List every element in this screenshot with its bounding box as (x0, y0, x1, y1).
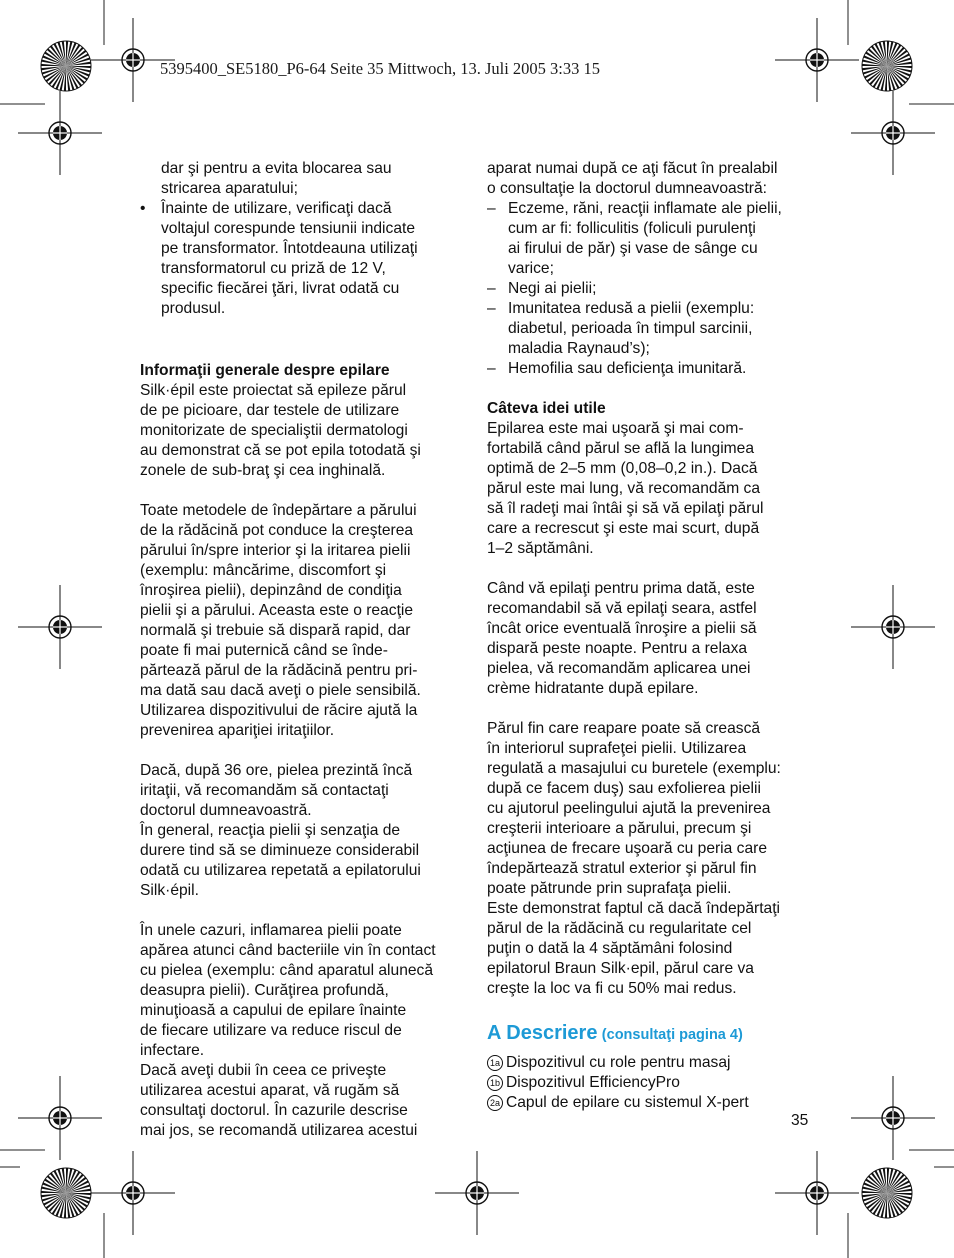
text-line: consultaţi doctorul. În cazurile descrise (140, 1102, 408, 1119)
text-line: părul este mai lung, vă recomandăm ca (487, 480, 761, 497)
text-line: voltajul corespunde tensiunii indicate (161, 220, 415, 237)
text-line: creşte la loc va fi cu 50% mai redus. (487, 980, 737, 997)
text-line: Imunitatea redusă a pielii (exemplu: (508, 300, 755, 317)
text-line: creşterii interioare a părului, precum şi (487, 820, 752, 837)
text-line: acţiunea de frecare uşoară cu peria care (487, 840, 767, 857)
text-line: optimă de 2–5 mm (0,08–0,2 in.). Dacă (487, 460, 758, 477)
tips-heading: Câteva idei utile (487, 400, 606, 417)
dash-icon: – (487, 200, 496, 217)
star-target-icon (862, 41, 912, 91)
text-line: diabetul, perioada în timpul sarcinii, (508, 320, 753, 337)
registration-target-icon (435, 1151, 519, 1235)
text-line: stricarea aparatului; (161, 180, 298, 197)
text-line: în interiorul suprafeţei pielii. Utilizarea (487, 740, 747, 757)
registration-target-icon (775, 1151, 859, 1235)
general-info-heading: Informaţii generale despre epilare (140, 362, 390, 379)
text-line: Părul fin care reapare poate să crească (487, 720, 761, 737)
registration-target-icon (18, 1076, 102, 1160)
text-line: îndepărtează stratul exterior şi părul fin (487, 860, 757, 877)
text-line: dar şi pentru a evita blocarea sau (161, 160, 392, 177)
text-line: recomandabil să vă epilaţi seara, astfel (487, 600, 757, 617)
text-line: varice; (508, 260, 554, 277)
section-heading-description (487, 1023, 817, 1045)
text-line: pe transformator. Întotdeauna utilizaţi (161, 240, 418, 257)
text-line: dispară peste noapte. Pentru a relaxa (487, 640, 748, 657)
text-line: înroşirea pielii), depinzând de condiţia (140, 582, 402, 599)
text-line: care a recrescut şi este mai scurt, după (487, 520, 760, 537)
text-line: părul de la rădăcină cu regularitate cel (487, 920, 752, 937)
text-line: 1–2 săptămâni. (487, 540, 594, 557)
text-line: Hemofilia sau deficienţa imunitară. (508, 360, 747, 377)
registration-target-icon (775, 18, 859, 102)
text-line: deasupra pielii). Curăţirea profundă, (140, 982, 389, 999)
section-title: A Descriere (487, 1022, 598, 1044)
registration-target-icon (18, 585, 102, 669)
text-line: Înainte de utilizare, verificaţi dacă (161, 200, 392, 217)
text-line: epilatorul Braun Silk·epil, părul care va (487, 960, 754, 977)
text-line: fortabilă când părul se află la lungimea (487, 440, 754, 457)
part-marker-icon: 1b (487, 1075, 503, 1091)
part-label: Capul de epilare cu sistemul X-pert (506, 1094, 749, 1111)
text-line: pielea, vă recomandăm aplicarea unei (487, 660, 751, 677)
dash-icon: – (487, 280, 496, 297)
text-line: puţin o dată la 4 săptămâni folosind (487, 940, 733, 957)
paragraph (487, 579, 817, 699)
right-column (487, 159, 817, 1113)
text-line: iritaţii, vă recomandăm să contactaţi (140, 782, 389, 799)
paragraph (140, 921, 470, 1141)
text-line: părtează părul de la rădăcină pentru pri- (140, 662, 418, 679)
text-line: utilizarea acestui aparat, vă rugăm să (140, 1082, 400, 1099)
dash-item-immunity (487, 299, 817, 359)
text-line: produsul. (161, 300, 226, 317)
text-line: odată cu utilizarea repetată a epilatorului (140, 862, 421, 879)
dash-item-warts (487, 279, 817, 299)
part-item (487, 1073, 817, 1093)
text-line: părului în/spre interior şi la iritarea pielii (140, 542, 411, 559)
text-line: au demonstrat că se pot epila totodată şi (140, 442, 421, 459)
paragraph (487, 419, 817, 559)
text-line: apărea atunci când bacteriile vin în contact (140, 942, 436, 959)
text-line: cum ar fi: folliculitis (foliculi purulenţi (508, 220, 756, 237)
part-marker-icon: 2a (487, 1095, 503, 1111)
text-line: Dacă, după 36 ore, pielea prezintă încă (140, 762, 413, 779)
text-line: de fiecare utilizare va reduce riscul de (140, 1022, 402, 1039)
text-line: (exemplu: mâncărime, discomfort şi (140, 562, 387, 579)
dash-icon: – (487, 360, 496, 377)
bullet-item-voltage (140, 199, 470, 319)
text-line: încât orice eventuală înroşire a pielii să (487, 620, 757, 637)
print-slug-line: 5395400_SE5180_P6-64 Seite 35 Mittwoch, 13. Juli 2005 3:33 15 (160, 59, 601, 78)
text-line: după ce facem duş) sau exfolierea pielii (487, 780, 761, 797)
text-line: monitorizate de specialiştii dermatologi (140, 422, 408, 439)
text-line: de la rădăcină pot conduce la creşterea (140, 522, 414, 539)
text-line: În general, reacţia pielii şi senzaţia de (140, 822, 401, 839)
text-line: durere tind să se diminueze considerabil (140, 842, 420, 859)
left-column (140, 159, 470, 1141)
text-line: poate fi mai puternică când se înde- (140, 642, 388, 659)
paragraph (487, 719, 817, 999)
text-line: cu ajutorul peelingului ajută la prevenirea (487, 800, 771, 817)
text-line: Eczeme, răni, reacţii inflamate ale pielii, (508, 200, 782, 217)
text-line: Când vă epilaţi pentru prima dată, este (487, 580, 755, 597)
part-label: Dispozitivul EfficiencyPro (506, 1074, 680, 1091)
part-label: Dispozitivul cu role pentru masaj (506, 1054, 731, 1071)
paragraph (140, 761, 470, 901)
text-line: de pe picioare, dar testele de utilizare (140, 402, 400, 419)
text-line: pielii şi a părului. Aceasta este o reacţie (140, 602, 414, 619)
text-line: minuţioasă a capului de epilare înainte (140, 1002, 407, 1019)
text-line: Silk·épil. (140, 882, 199, 899)
dash-item-hemophilia (487, 359, 817, 379)
parts-list (487, 1053, 817, 1113)
section-page-reference: (consultaţi pagina 4) (601, 1027, 743, 1043)
text-line: zonele de sub-braţ şi cea inghinală. (140, 462, 386, 479)
page-number: 35 (791, 1112, 809, 1129)
text-line: să îl radeţi mai întâi şi să vă epilaţi părul (487, 500, 764, 517)
paragraph (140, 501, 470, 741)
part-marker-icon: 1a (487, 1055, 503, 1071)
registration-target-icon (851, 585, 935, 669)
continued-bullet-text (140, 159, 470, 199)
star-target-icon (862, 1168, 912, 1218)
text-line: cu pielea (exemplu: când aparatul alunecă (140, 962, 434, 979)
dash-icon: – (487, 300, 496, 317)
text-line: regulată a masajului cu buretele (exemplu: (487, 760, 781, 777)
text-line: Dacă aveţi dubii în ceea ce priveşte (140, 1062, 387, 1079)
text-line: normală şi trebuie să dispară rapid, dar (140, 622, 411, 639)
text-line: Silk·épil este proiectat să epileze părul (140, 382, 407, 399)
text-line: Epilarea este mai uşoară şi mai com- (487, 420, 744, 437)
text-line: ma dată sau dacă aveţi o piele sensibilă. (140, 682, 421, 699)
text-line: Negi ai pielii; (508, 280, 597, 297)
part-item (487, 1053, 817, 1073)
text-line: Utilizarea dispozitivului de răcire ajută la (140, 702, 418, 719)
text-line: mai jos, se recomandă utilizarea acestui (140, 1122, 418, 1139)
text-line: transformatorul cu priză de 12 V, (161, 260, 386, 277)
text-line: crème hidratante după epilare. (487, 680, 699, 697)
text-line: poate pătrunde prin suprafaţa pielii. (487, 880, 732, 897)
star-target-icon (41, 41, 91, 91)
dash-item-eczema (487, 199, 817, 279)
text-line: prevenirea apariţiei iritaţiilor. (140, 722, 335, 739)
text-line: o consultaţie la doctorul dumneavoastră: (487, 180, 767, 197)
text-line: aparat numai după ce aţi făcut în prealabil (487, 160, 778, 177)
text-line: Toate metodele de îndepărtare a părului (140, 502, 417, 519)
bullet-icon: • (140, 200, 146, 217)
text-line: doctorul dumneavoastră. (140, 802, 312, 819)
registration-target-icon (851, 1076, 935, 1160)
text-line: În unele cazuri, inflamarea pielii poate (140, 922, 402, 939)
text-line: infectare. (140, 1042, 205, 1059)
paragraph (140, 381, 470, 481)
text-line: maladia Raynaud’s); (508, 340, 650, 357)
part-item (487, 1093, 817, 1113)
text-line: specific fiecărei ţări, livrat odată cu (161, 280, 400, 297)
star-target-icon (41, 1168, 91, 1218)
text-line: ai firului de păr) şi vase de sânge cu (508, 240, 758, 257)
text-line: Este demonstrat faptul că dacă îndepărtaţi (487, 900, 780, 917)
